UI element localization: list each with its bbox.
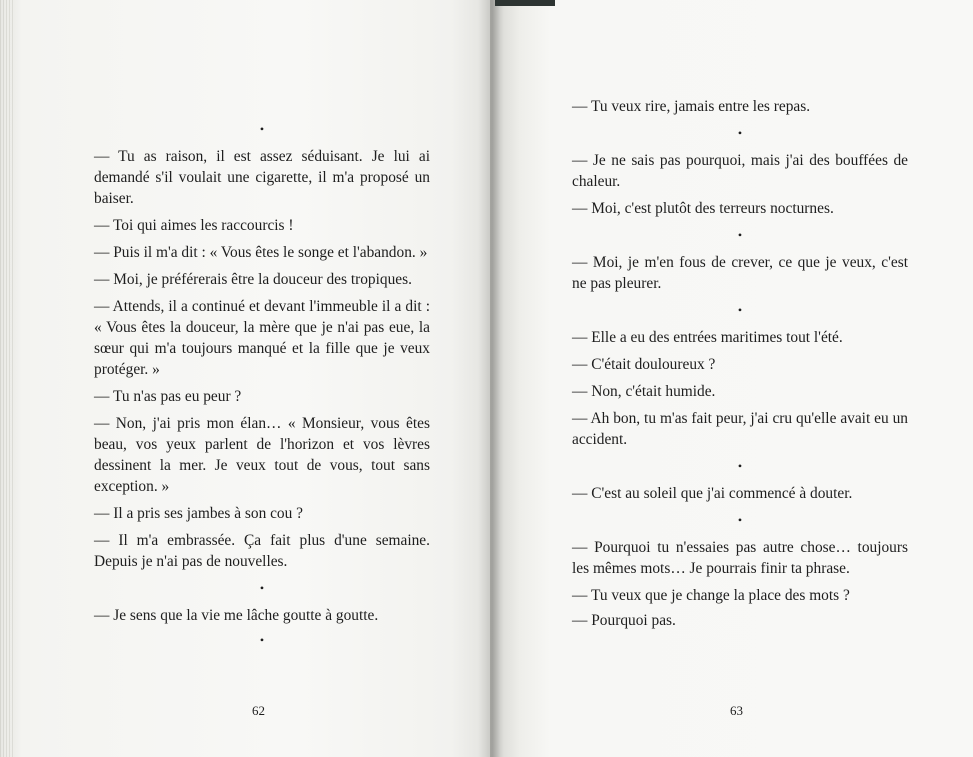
dialogue-line: — Attends, il a continué et devant l'immeuble il a dit : « Vous êtes la douceur, la mère que je n'ai pas eue, la sœur qui m'a toujours manqué et la fille que je veux protéger. » [94, 298, 430, 378]
section-separator: • [737, 459, 743, 473]
dialogue-line: — Ah bon, tu m'as fait peur, j'ai cru qu'elle avait eu un accident. [572, 410, 908, 448]
dialogue-line: — Je sens que la vie me lâche goutte à goutte. [94, 607, 379, 624]
right-page-text [572, 96, 908, 635]
page-edges [0, 0, 14, 757]
dialogue-line: — Pourquoi pas. [572, 612, 676, 629]
section-separator: • [737, 513, 743, 527]
dialogue-line: — Moi, je préférerais être la douceur des tropiques. [94, 271, 412, 288]
page-number-left: 62 [252, 703, 265, 718]
dialogue-line: — Elle a eu des entrées maritimes tout l'été. [572, 329, 843, 346]
dialogue-line: — Non, c'était humide. [572, 383, 716, 400]
dialogue-line: — Tu veux que je change la place des mots ? [572, 587, 850, 604]
dialogue-line: — Moi, c'est plutôt des terreurs nocturnes. [572, 200, 834, 217]
dialogue-line: — Je ne sais pas pourquoi, mais j'ai des bouffées de chaleur. [572, 152, 908, 190]
section-separator: • [737, 228, 743, 242]
left-page-text [94, 119, 430, 657]
section-separator: • [737, 126, 743, 140]
scan-shadow [495, 0, 555, 6]
section-separator: • [737, 303, 743, 317]
book-gutter [478, 0, 504, 757]
section-separator: • [259, 122, 265, 136]
dialogue-line: — Puis il m'a dit : « Vous êtes le songe et l'abandon. » [94, 244, 428, 261]
dialogue-line: — Il a pris ses jambes à son cou ? [94, 505, 304, 522]
page-number-right: 63 [730, 703, 743, 718]
dialogue-line: — Tu as raison, il est assez séduisant. Je lui ai demandé s'il voulait une cigarette, il m'a proposé un baiser. [94, 148, 430, 207]
dialogue-line: — Non, j'ai pris mon élan… « Monsieur, vous êtes beau, vos yeux parlent de l'horizon et vos lèvres dessinent la mer. Je veux tout de vous, tout sans exception. » [94, 415, 430, 495]
dialogue-line: — C'est au soleil que j'ai commencé à douter. [572, 485, 853, 502]
dialogue-line: — C'était douloureux ? [572, 356, 716, 373]
dialogue-line: — Tu n'as pas eu peur ? [94, 388, 242, 405]
dialogue-line: — Il m'a embrassée. Ça fait plus d'une semaine. Depuis je n'ai pas de nouvelles. [94, 532, 430, 570]
section-separator: • [259, 633, 265, 647]
dialogue-line: — Moi, je m'en fous de crever, ce que je veux, c'est ne pas pleurer. [572, 254, 908, 292]
dialogue-line: — Tu veux rire, jamais entre les repas. [572, 98, 811, 115]
section-separator: • [259, 581, 265, 595]
dialogue-line: — Toi qui aimes les raccourcis ! [94, 217, 294, 234]
dialogue-line: — Pourquoi tu n'essaies pas autre chose… toujours les mêmes mots… Je pourrais finir ta phrase. [572, 539, 908, 577]
